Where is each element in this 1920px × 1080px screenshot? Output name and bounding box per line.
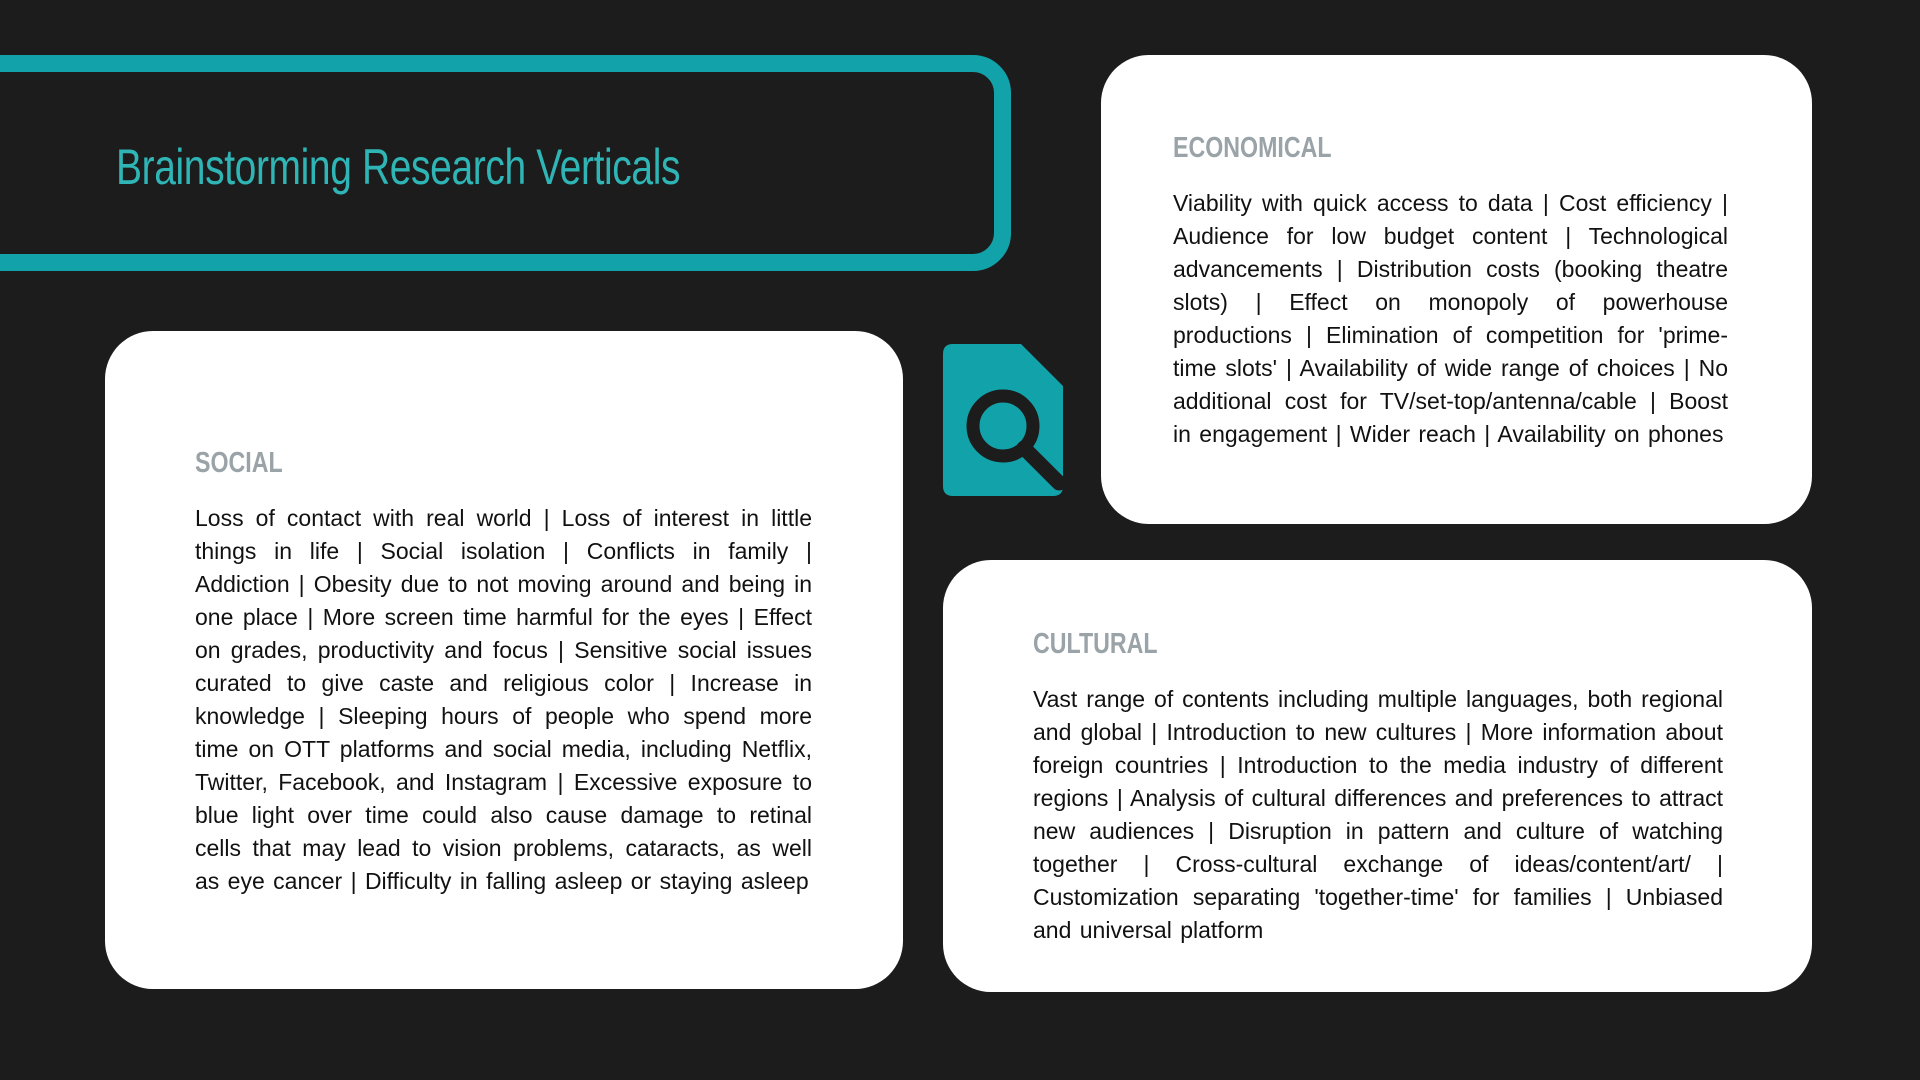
page-title: Brainstorming Research Verticals (116, 139, 681, 195)
cultural-card (943, 560, 1812, 992)
social-body: Loss of contact with real world | Loss of interest in little things in life | Social isolation | Conflicts in family | Addiction | Obesity due to not moving around and being in one place | More screen time harmful for the eyes | Effect on grades, productivity and focus | Sensitive social issues curated to give caste and religious color | Increase in knowledge | Sleeping hours of people who spend more time on OTT platforms and social media, including Netflix, Twitter, Facebook, and Instagram | Excessive exposure to blue light over time could also cause damage to retinal cells that may lead to vision problems, cataracts, as well as eye cancer | Difficulty in falling asleep or staying asleep (195, 505, 812, 894)
economical-heading: ECONOMICAL (1173, 132, 1332, 164)
economical-body: Viability with quick access to data | Cost efficiency | Audience for low budget content | Technological advancements | Distribution costs (booking theatre slots) | Effect on monopoly of powerhouse productions | Elimination of competition for 'prime-time slots' | Availability of wide range of choices | No additional cost for TV/set-top/antenna/cable | Boost in engagement | Wider reach | Availability on phones (1173, 190, 1728, 447)
document-search-icon (943, 344, 1063, 496)
cultural-heading: CULTURAL (1033, 628, 1158, 660)
social-card (105, 331, 903, 989)
cultural-body: Vast range of contents including multiple languages, both regional and global | Introduction to new cultures | More information about foreign countries | Introduction to the media industry of different regions | Analysis of cultural differences and preferences to attract new audiences | Disruption in pattern and culture of watching together | Cross-cultural exchange of ideas/content/art/ | Customization separating 'together-time' for families | Unbiased and universal platform (1033, 686, 1723, 943)
economical-card (1101, 55, 1812, 524)
social-heading: SOCIAL (195, 447, 283, 479)
